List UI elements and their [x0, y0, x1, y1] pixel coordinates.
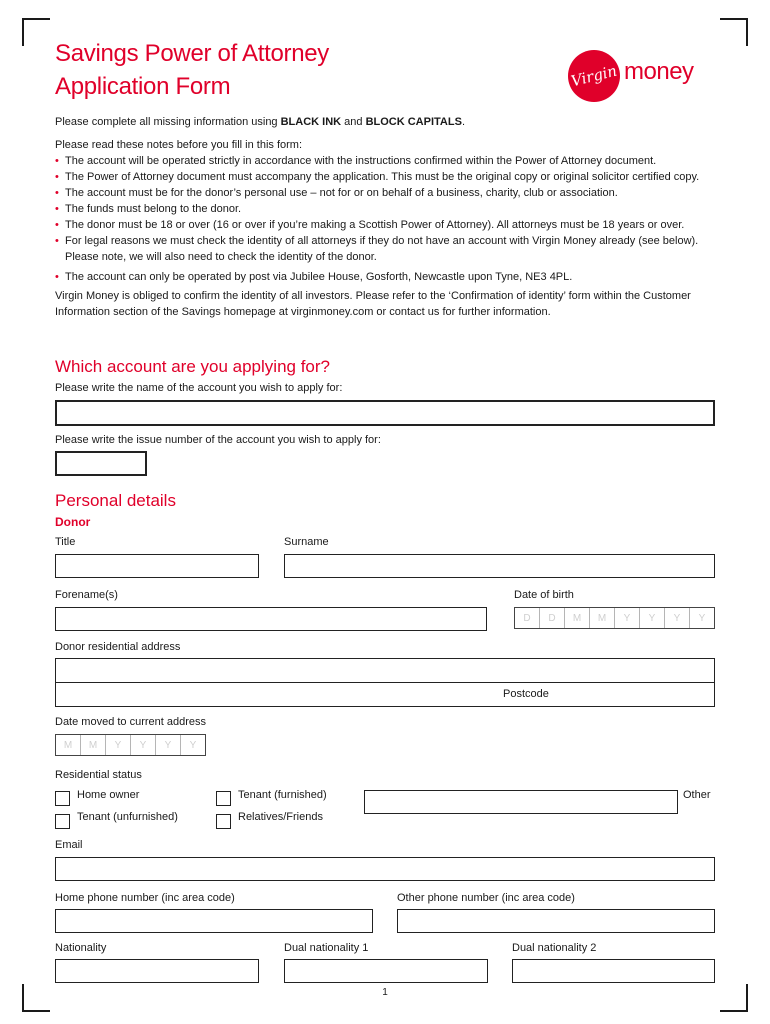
relatives-friends-checkbox[interactable]	[216, 814, 231, 829]
note-item: • The account must be for the donor’s personal use – not for or on behalf of a business, charity, club or association.	[55, 185, 720, 201]
home-phone-input[interactable]	[55, 909, 373, 933]
dob-digit-box[interactable]: Y	[698, 612, 706, 624]
note-item: • For legal reasons we must check the identity of all attorneys if they do not have an account with Virgin Money already (see below). Please note, we will also need to check the identity of the donor.	[55, 233, 720, 265]
date-moved-digit-box[interactable]: Y	[106, 735, 131, 755]
identity-note: Virgin Money is obliged to confirm the identity of all investors. Please refer to the ‘Confirmation of identity’ form within the Customer Information section of the Savings homepage at virginmoney.com or contact us for further information.	[55, 290, 691, 318]
form-title-line-1: Savings Power of Attorney	[55, 40, 329, 67]
dob-digit-box[interactable]: M	[565, 608, 590, 628]
notes-list	[55, 153, 720, 285]
forenames-label: Forename(s)	[55, 589, 118, 601]
relatives-friends-label: Relatives/Friends	[238, 811, 323, 823]
dual-nationality-2-label: Dual nationality 2	[512, 942, 597, 954]
address-divider	[56, 682, 714, 683]
other-phone-input[interactable]	[397, 909, 715, 933]
dob-label: Date of birth	[514, 589, 574, 601]
home-phone-label: Home phone number (inc area code)	[55, 892, 235, 904]
tenant-unfurnished-checkbox[interactable]	[55, 814, 70, 829]
postcode-label: Postcode	[503, 688, 549, 700]
title-label: Title	[55, 536, 76, 548]
dual-nationality-2-input[interactable]	[512, 959, 715, 983]
nationality-label: Nationality	[55, 942, 107, 954]
form-title-line-2: Application Form	[55, 73, 231, 100]
forenames-input[interactable]	[55, 607, 487, 631]
email-label: Email	[55, 839, 83, 851]
nationality-input[interactable]	[55, 959, 259, 983]
dob-digit-box[interactable]: M	[590, 608, 615, 628]
note-item: • The donor must be 18 or over (16 or over if you’re making a Scottish Power of Attorney). All attorneys must be 18 years or over.	[55, 217, 720, 233]
dob-digit-box[interactable]: D	[515, 608, 540, 628]
dob-digit-box[interactable]: Y	[665, 608, 690, 628]
email-input[interactable]	[55, 857, 715, 881]
crop-mark-top-right	[720, 18, 748, 46]
account-name-label: Please write the name of the account you wish to apply for:	[55, 382, 343, 394]
money-wordmark: money	[624, 58, 694, 85]
donor-heading: Donor	[55, 515, 91, 529]
virgin-logo-script: Virgin	[569, 61, 619, 91]
intro-notes	[55, 114, 720, 320]
home-owner-checkbox[interactable]	[55, 791, 70, 806]
crop-mark-top-left	[22, 18, 50, 46]
surname-input[interactable]	[284, 554, 715, 578]
other-phone-label: Other phone number (inc area code)	[397, 892, 575, 904]
address-label: Donor residential address	[55, 641, 181, 653]
other-status-input[interactable]	[364, 790, 678, 814]
issue-number-input[interactable]	[55, 451, 147, 476]
date-moved-label: Date moved to current address	[55, 716, 207, 728]
note-item: • The account can only be operated by post via Jubilee House, Gosforth, Newcastle upon Tyne, NE3 4PL.	[55, 269, 720, 285]
tenant-furnished-checkbox[interactable]	[216, 791, 231, 806]
home-owner-label: Home owner	[77, 789, 140, 801]
issue-number-label: Please write the issue number of the account you wish to apply for:	[55, 434, 381, 446]
note-item: • The account will be operated strictly in accordance with the instructions confirmed within the Power of Attorney document.	[55, 153, 720, 169]
tenant-unfurnished-label: Tenant (unfurnished)	[77, 811, 178, 823]
title-input[interactable]	[55, 554, 259, 578]
dob-input[interactable]	[514, 607, 715, 629]
other-status-label: Other	[683, 789, 711, 801]
date-moved-digit-box[interactable]: Y	[189, 739, 197, 751]
date-moved-digit-box[interactable]: Y	[156, 735, 181, 755]
account-name-input[interactable]	[55, 400, 715, 426]
date-moved-input[interactable]	[55, 734, 206, 756]
dob-digit-box[interactable]: Y	[615, 608, 640, 628]
dob-digit-box[interactable]: Y	[640, 608, 665, 628]
dual-nationality-1-label: Dual nationality 1	[284, 942, 369, 954]
date-moved-digit-box[interactable]: Y	[131, 735, 156, 755]
note-item: • The Power of Attorney document must accompany the application. This must be the original copy or original solicitor certified copy.	[55, 169, 720, 185]
dob-digit-box[interactable]: D	[540, 608, 565, 628]
note-item: • The funds must belong to the donor.	[55, 201, 720, 217]
residential-status-label: Residential status	[55, 769, 142, 781]
dual-nationality-1-input[interactable]	[284, 959, 488, 983]
surname-label: Surname	[284, 536, 329, 548]
personal-details-heading: Personal details	[55, 491, 176, 510]
date-moved-digit-box[interactable]: M	[56, 735, 81, 755]
date-moved-digit-box[interactable]: M	[81, 735, 106, 755]
ink-instruction: Please complete all missing information using BLACK INK and BLOCK CAPITALS.	[55, 116, 465, 128]
notes-heading: Please read these notes before you fill in this form:	[55, 139, 303, 151]
page-number: 1	[382, 987, 388, 998]
account-section-heading: Which account are you applying for?	[55, 357, 330, 376]
tenant-furnished-label: Tenant (furnished)	[238, 789, 327, 801]
